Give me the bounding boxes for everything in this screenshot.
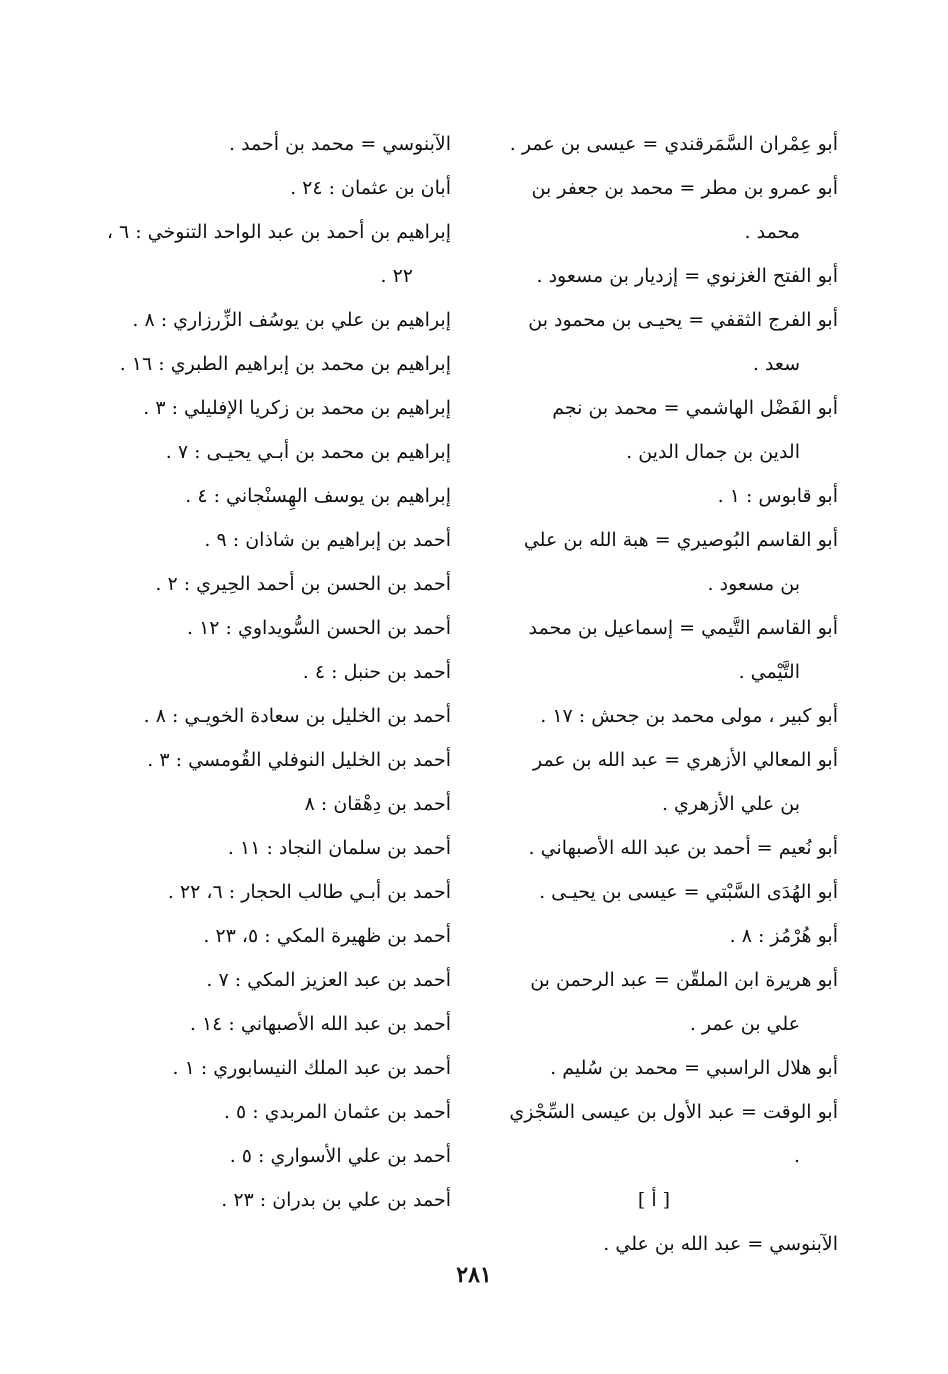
index-entry: أحمد بن حنبل : ٤ . (302, 661, 451, 683)
index-entry: أبو الهُدَى السَّبْتي = عيسى بن يحيـى . (539, 881, 838, 903)
index-entry: أبو القاسم التَّيمي = إسماعيل بن محمد التَّيْمي . (528, 617, 838, 683)
page-number: ٢٨١ (456, 1262, 492, 1288)
index-entry: أحمد بن الخليل النوفلي القُومسي : ٣ . (147, 749, 451, 771)
index-column-left (106, 122, 451, 1222)
index-entry: أحمد بن عبد العزيز المكي : ٧ . (206, 969, 451, 991)
index-entry: أبو الفتح الغزنوي = إزديار بن مسعود . (536, 265, 838, 287)
index-entry: الآبنوسي = عبد الله بن علي . (603, 1233, 838, 1255)
index-entry: أبو الفرج الثقفي = يحيـى بن محمود بن سعد . (528, 309, 838, 375)
index-entry: أبو المعالي الأزهري = عبد الله بن عمر بن علي الأزهري . (532, 749, 838, 815)
index-entry: أحمد بن عبد الله الأصبهاني : ١٤ . (189, 1013, 451, 1035)
index-entry: إبراهيم بن أحمد بن عبد الواحد التنوخي : ٦ ، ٢٢ . (106, 221, 451, 287)
index-entry: أحمد بن ظهيرة المكي : ٥، ٢٣ . (203, 925, 451, 947)
index-entry: أبو كبير ، مولى محمد بن جحش : ١٧ . (540, 705, 838, 727)
index-entry: أحمد بن علي الأسواري : ٥ . (229, 1145, 451, 1167)
index-entry: أحمد بن عبد الملك النيسابوري : ١ . (172, 1057, 451, 1079)
index-entry: إبراهيم بن يوسف الهِسنْجاني : ٤ . (185, 485, 451, 507)
index-entry: أحمد بن عثمان المربدي : ٥ . (223, 1101, 451, 1123)
index-entry: أبو القاسم البُوصيري = هبة الله بن علي بن مسعود . (523, 529, 838, 595)
index-entry: أبان بن عثمان : ٢٤ . (290, 177, 451, 199)
index-entry: أحمد بن دِهْقان : ٨ (304, 793, 451, 815)
index-entry: أحمد بن أبـي طالب الحجار : ٦، ٢٢ . (167, 881, 451, 903)
index-entry: أبو نُعيم = أحمد بن عبد الله الأصبهاني . (528, 837, 838, 859)
index-entry: أبو هريرة ابن الملقّن = عبد الرحمن بن علي بن عمر . (530, 969, 838, 1035)
index-entry: إبراهيم بن علي بن يوسُف الزِّرزاري : ٨ . (132, 309, 451, 331)
section-heading-alif: [ أ ] (637, 1189, 671, 1211)
index-entry: إبراهيم بن محمد بن زكريا الإفليلي : ٣ . (143, 397, 451, 419)
index-entry: أبو الوقت = عبد الأول بن عيسى السِّجْزي . (509, 1101, 838, 1167)
index-entry: الآبنوسي = محمد بن أحمد . (229, 133, 451, 155)
index-entry: أحمد بن علي بن بدران : ٢٣ . (221, 1189, 451, 1211)
index-entry: أحمد بن الحسن السُّويداوي : ١٢ . (186, 617, 451, 639)
index-entry: إبراهيم بن محمد بن أبـي يحيـى : ٧ . (165, 441, 451, 463)
index-entry: أبو هُرْمُز : ٨ . (729, 925, 838, 947)
index-entry: أحمد بن الخليل بن سعادة الخويـي : ٨ . (143, 705, 451, 727)
index-entry: أبو عمرو بن مطر = محمد بن جعفر بن محمد . (531, 177, 838, 243)
index-entry: أبو عِمْران السَّمَرقندي = عيسى بن عمر . (509, 133, 838, 155)
index-entry: أحمد بن الحسن بن أحمد الحِيري : ٢ . (155, 573, 451, 595)
index-entry: أبو قابوس : ١ . (717, 485, 838, 507)
index-entry: أحمد بن إبراهيم بن شاذان : ٩ . (204, 529, 451, 551)
index-entry: أبو الفَضْل الهاشمي = محمد بن نجم الدين بن جمال الدين . (552, 397, 838, 463)
index-entry: إبراهيم بن محمد بن إبراهيم الطبري : ١٦ . (119, 353, 451, 375)
index-entry: أحمد بن سلمان النجاد : ١١ . (227, 837, 451, 859)
index-column-right (508, 122, 838, 1266)
index-entry: أبو هلال الراسبي = محمد بن سُليم . (550, 1057, 838, 1079)
